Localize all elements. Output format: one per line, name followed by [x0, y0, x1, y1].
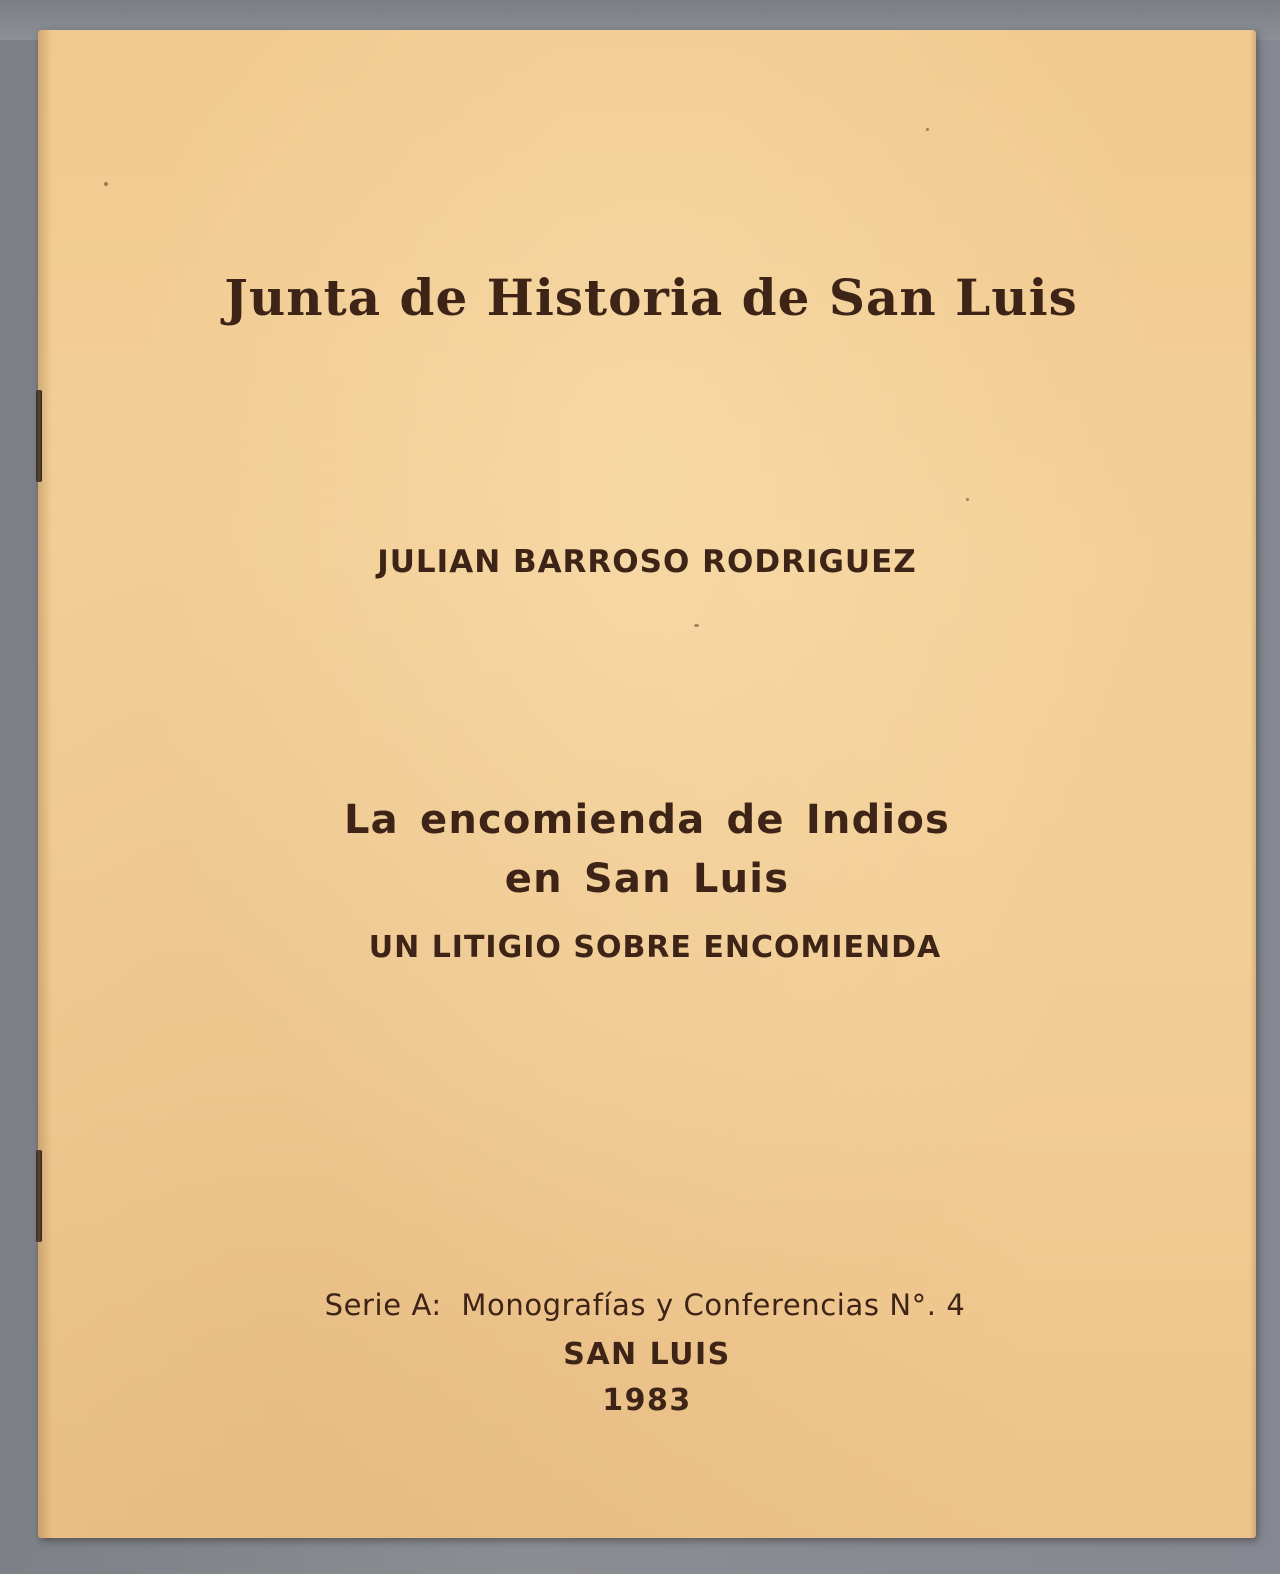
paper-speck — [926, 128, 929, 131]
booklet-cover — [38, 30, 1256, 1538]
publisher-heading: Junta de Historia de San Luis — [224, 268, 1078, 327]
publication-year: 1983 — [602, 1383, 692, 1418]
staple-bottom — [36, 1150, 42, 1242]
paper-speck — [104, 182, 108, 186]
paper-speck — [966, 498, 969, 501]
author-name: JULIAN BARROSO RODRIGUEZ — [377, 544, 917, 580]
staple-top — [36, 390, 42, 482]
title-line-2: en San Luis — [504, 856, 790, 902]
paper-speck — [694, 624, 699, 627]
subtitle: UN LITIGIO SOBRE ENCOMIENDA — [368, 930, 942, 965]
series-line: Serie A: Monografías y Conferencias N°. 4 — [324, 1288, 966, 1322]
title-line-1: La encomienda de Indios — [343, 797, 951, 843]
publication-city: SAN LUIS — [563, 1337, 731, 1372]
